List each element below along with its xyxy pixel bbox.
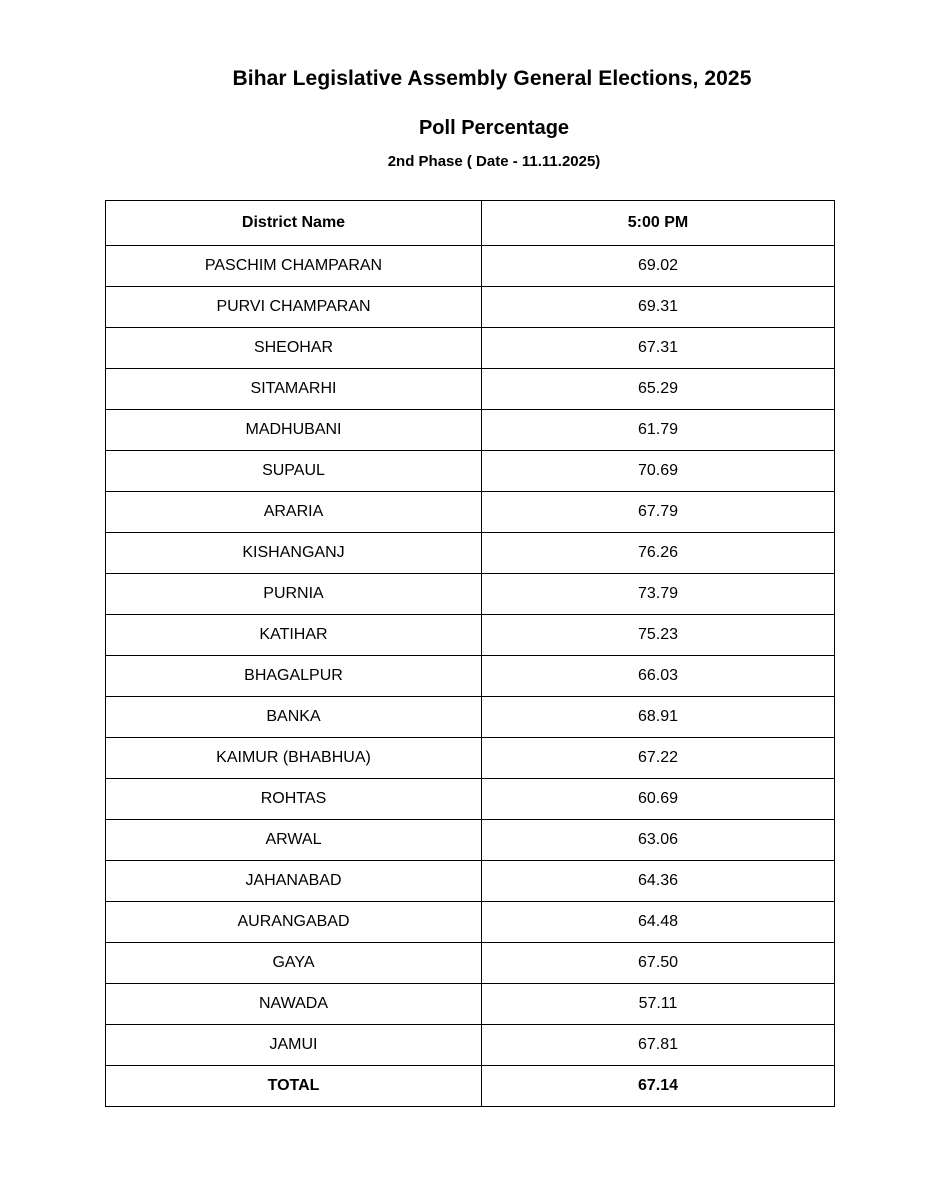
district-name: ROHTAS [106,779,482,820]
total-row [106,1066,835,1107]
table-row [106,246,835,287]
table-row [106,820,835,861]
table-row [106,287,835,328]
poll-percentage: 60.69 [482,779,835,820]
poll-percentage-table [105,200,835,1107]
document-subtitle: Poll Percentage [418,117,570,139]
poll-percentage: 63.06 [482,820,835,861]
poll-percentage: 66.03 [482,656,835,697]
district-name: KATIHAR [106,615,482,656]
table-row [106,410,835,451]
district-name: BANKA [106,697,482,738]
poll-percentage: 67.79 [482,492,835,533]
document-title: Bihar Legislative Assembly General Elections, 2025 [232,67,752,90]
table-header-row [106,201,835,246]
table-row [106,697,835,738]
district-name: SITAMARHI [106,369,482,410]
poll-percentage: 75.23 [482,615,835,656]
table-row [106,533,835,574]
district-name: PURNIA [106,574,482,615]
district-name: GAYA [106,943,482,984]
table-row [106,615,835,656]
table-row [106,984,835,1025]
poll-percentage: 65.29 [482,369,835,410]
poll-percentage: 68.91 [482,697,835,738]
district-name: PASCHIM CHAMPARAN [106,246,482,287]
column-header-district: District Name [106,201,482,246]
table-row [106,1025,835,1066]
district-name: JAHANABAD [106,861,482,902]
table-row [106,902,835,943]
table-row [106,328,835,369]
poll-percentage: 67.31 [482,328,835,369]
table-row [106,492,835,533]
poll-percentage: 67.81 [482,1025,835,1066]
poll-percentage: 70.69 [482,451,835,492]
district-name: SUPAUL [106,451,482,492]
table-row [106,738,835,779]
table-row [106,943,835,984]
poll-percentage: 57.11 [482,984,835,1025]
district-name: BHAGALPUR [106,656,482,697]
poll-percentage: 73.79 [482,574,835,615]
poll-percentage: 76.26 [482,533,835,574]
total-label: TOTAL [106,1066,482,1107]
district-name: KAIMUR (BHABHUA) [106,738,482,779]
poll-percentage: 69.31 [482,287,835,328]
district-name: KISHANGANJ [106,533,482,574]
district-name: SHEOHAR [106,328,482,369]
table-row [106,861,835,902]
poll-percentage: 67.50 [482,943,835,984]
poll-percentage: 64.36 [482,861,835,902]
district-name: MADHUBANI [106,410,482,451]
district-name: ARWAL [106,820,482,861]
table-row [106,779,835,820]
district-name: ARARIA [106,492,482,533]
poll-percentage: 64.48 [482,902,835,943]
phase-date-label: 2nd Phase ( Date - 11.11.2025) [387,153,601,170]
district-name: NAWADA [106,984,482,1025]
poll-percentage: 67.22 [482,738,835,779]
total-percentage: 67.14 [482,1066,835,1107]
district-name: JAMUI [106,1025,482,1066]
poll-percentage: 69.02 [482,246,835,287]
district-name: PURVI CHAMPARAN [106,287,482,328]
column-header-time: 5:00 PM [482,201,835,246]
district-name: AURANGABAD [106,902,482,943]
table-row [106,574,835,615]
poll-percentage: 61.79 [482,410,835,451]
table-row [106,451,835,492]
table-row [106,369,835,410]
table-row [106,656,835,697]
